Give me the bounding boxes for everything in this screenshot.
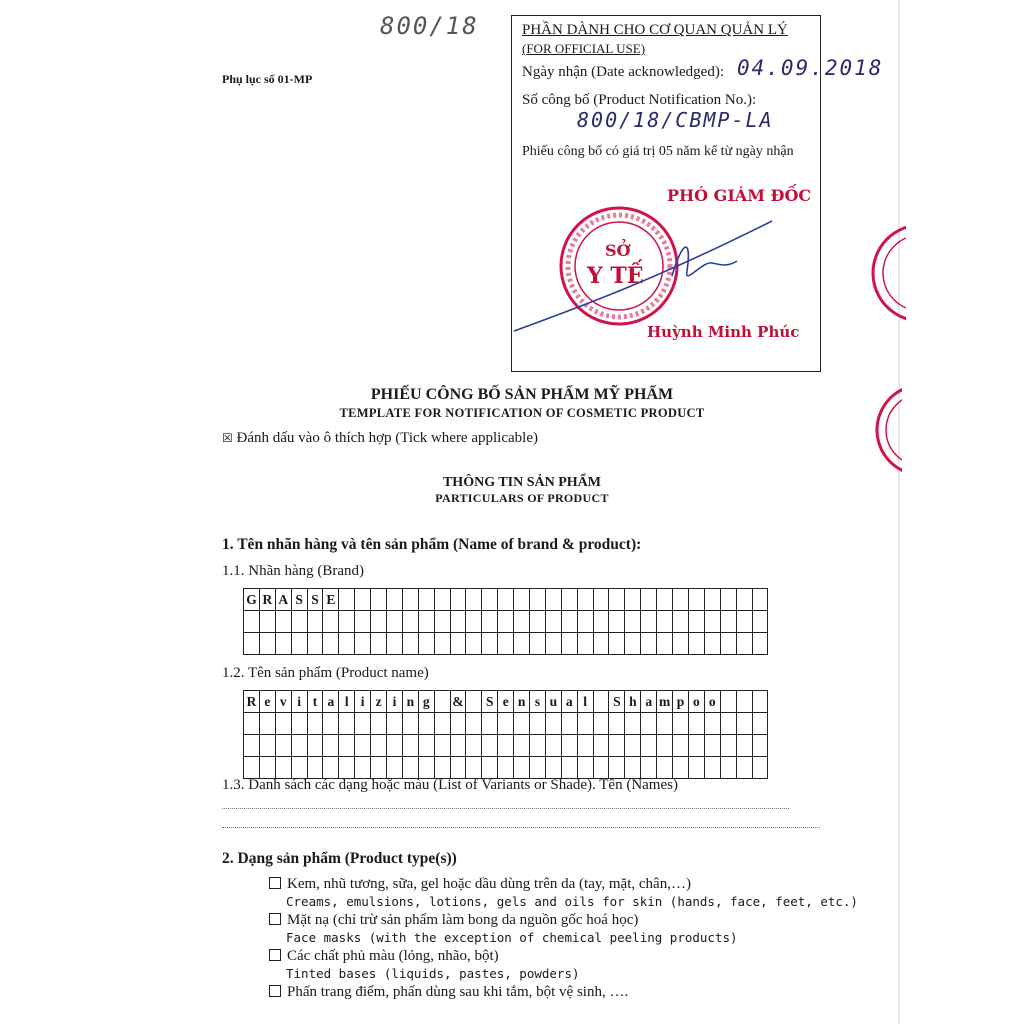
- grid-cell: [323, 757, 339, 779]
- option-label-en: Face masks (with the exception of chemical peeling products): [286, 930, 738, 945]
- grid-cell: [752, 633, 768, 655]
- grid-cell: [514, 589, 530, 611]
- grid-cell: [609, 633, 625, 655]
- grid-cell: [545, 757, 561, 779]
- brand-label: 1.1. Nhãn hàng (Brand): [222, 563, 365, 579]
- grid-cell: [625, 713, 641, 735]
- grid-cell: [704, 611, 720, 633]
- option-label-en: Creams, emulsions, lotions, gels and oils for skin (hands, face, feet, etc.): [286, 894, 858, 909]
- grid-cell: [641, 611, 657, 633]
- edge-stamp-bottom: [872, 380, 902, 480]
- grid-cell: [450, 589, 466, 611]
- grid-cell: [466, 735, 482, 757]
- grid-cell: [514, 611, 530, 633]
- grid-cell: [402, 713, 418, 735]
- grid-cell: [275, 611, 291, 633]
- grid-cell: [625, 611, 641, 633]
- grid-cell: [482, 757, 498, 779]
- grid-cell: [593, 633, 609, 655]
- grid-cell: [641, 757, 657, 779]
- product-name-label: 1.2. Tên sản phẩm (Product name): [222, 665, 429, 681]
- grid-cell: [625, 589, 641, 611]
- grid-cell: [545, 713, 561, 735]
- grid-cell: [593, 691, 609, 713]
- grid-cell: [482, 611, 498, 633]
- grid-cell: e: [498, 691, 514, 713]
- grid-cell: [593, 757, 609, 779]
- grid-cell: [593, 589, 609, 611]
- grid-cell: [720, 589, 736, 611]
- grid-cell: S: [609, 691, 625, 713]
- grid-cell: [704, 713, 720, 735]
- grid-cell: [704, 633, 720, 655]
- grid-cell: [339, 611, 355, 633]
- grid-cell: [673, 735, 689, 757]
- grid-cell: [371, 713, 387, 735]
- grid-cell: [657, 589, 673, 611]
- official-title-vi: PHẦN DÀNH CHO CƠ QUAN QUẢN LÝ: [522, 22, 788, 38]
- grid-cell: [530, 735, 546, 757]
- grid-cell: [736, 589, 752, 611]
- grid-cell: [736, 757, 752, 779]
- grid-cell: [545, 633, 561, 655]
- grid-cell: l: [339, 691, 355, 713]
- grid-cell: [498, 735, 514, 757]
- grid-cell: [323, 633, 339, 655]
- option-label-vi: Mặt nạ (chỉ trừ sản phẩm làm bong da nguồn gốc hoá học): [287, 912, 639, 928]
- grid-cell: l: [577, 691, 593, 713]
- grid-cell: [450, 735, 466, 757]
- grid-cell: [530, 633, 546, 655]
- grid-cell: [545, 589, 561, 611]
- grid-cell: [609, 589, 625, 611]
- grid-cell: [244, 757, 260, 779]
- grid-cell: [259, 757, 275, 779]
- grid-cell: [323, 611, 339, 633]
- grid-cell: [402, 589, 418, 611]
- grid-cell: [609, 757, 625, 779]
- grid-cell: [275, 735, 291, 757]
- grid-cell: g: [418, 691, 434, 713]
- grid-cell: [704, 589, 720, 611]
- grid-cell: [609, 735, 625, 757]
- grid-cell: [387, 713, 403, 735]
- grid-cell: [752, 713, 768, 735]
- grid-cell: [498, 757, 514, 779]
- grid-cell: [339, 735, 355, 757]
- grid-cell: i: [291, 691, 307, 713]
- product-type-options: [269, 876, 858, 1002]
- date-acknowledged-label: Ngày nhận (Date acknowledged):: [522, 64, 725, 80]
- checkbox-icon[interactable]: [269, 913, 281, 925]
- grid-cell: [514, 735, 530, 757]
- variants-line-2: [222, 827, 820, 828]
- grid-cell: [291, 633, 307, 655]
- grid-cell: [530, 611, 546, 633]
- grid-cell: [482, 713, 498, 735]
- grid-cell: [657, 713, 673, 735]
- grid-cell: [641, 735, 657, 757]
- grid-cell: [736, 713, 752, 735]
- grid-cell: [387, 735, 403, 757]
- grid-cell: [339, 633, 355, 655]
- notification-no-value: 800/18/CBMP-LA: [577, 108, 774, 132]
- checkbox-icon[interactable]: [269, 949, 281, 961]
- variants-label: 1.3. Danh sách các dạng hoặc màu (List of Variants or Shade). Tên (Names): [222, 777, 678, 793]
- grid-cell: [625, 735, 641, 757]
- validity-note: Phiếu công bố có giá trị 05 năm kể từ ngày nhận: [522, 144, 794, 159]
- grid-cell: [387, 611, 403, 633]
- grid-cell: n: [514, 691, 530, 713]
- grid-cell: [259, 713, 275, 735]
- grid-cell: [323, 735, 339, 757]
- grid-cell: &: [450, 691, 466, 713]
- grid-cell: a: [561, 691, 577, 713]
- grid-cell: [418, 757, 434, 779]
- grid-cell: [371, 735, 387, 757]
- grid-cell: [291, 757, 307, 779]
- grid-cell: [355, 757, 371, 779]
- grid-cell: [673, 589, 689, 611]
- grid-cell: [339, 713, 355, 735]
- grid-cell: [657, 757, 673, 779]
- grid-cell: t: [307, 691, 323, 713]
- grid-cell: v: [275, 691, 291, 713]
- grid-cell: [498, 611, 514, 633]
- grid-cell: [259, 735, 275, 757]
- grid-cell: [530, 757, 546, 779]
- grid-cell: [466, 611, 482, 633]
- product-type-option-3[interactable]: [269, 948, 858, 966]
- grid-cell: [418, 611, 434, 633]
- grid-cell: [688, 735, 704, 757]
- grid-cell: [482, 735, 498, 757]
- appendix-label: Phụ lục số 01-MP: [222, 72, 313, 86]
- grid-cell: [291, 611, 307, 633]
- grid-cell: [752, 757, 768, 779]
- section-title-en: PARTICULARS OF PRODUCT: [435, 491, 609, 505]
- grid-cell: [418, 713, 434, 735]
- grid-cell: S: [307, 589, 323, 611]
- grid-cell: S: [482, 691, 498, 713]
- grid-cell: [736, 735, 752, 757]
- grid-cell: [450, 611, 466, 633]
- grid-cell: i: [387, 691, 403, 713]
- grid-cell: [307, 611, 323, 633]
- product-name-char-grid: [243, 690, 768, 779]
- grid-cell: [530, 713, 546, 735]
- handwritten-reference: 800/18: [380, 12, 479, 40]
- option-label-vi: Các chất phủ màu (lỏng, nhão, bột): [287, 948, 499, 964]
- section-1-heading: 1. Tên nhãn hàng và tên sản phẩm (Name of brand & product):: [222, 536, 642, 553]
- product-type-option-4[interactable]: [269, 984, 858, 1002]
- grid-cell: [355, 611, 371, 633]
- grid-cell: [673, 757, 689, 779]
- grid-cell: [704, 757, 720, 779]
- grid-cell: [244, 713, 260, 735]
- grid-cell: [434, 611, 450, 633]
- grid-cell: [387, 757, 403, 779]
- grid-cell: [466, 757, 482, 779]
- grid-cell: [434, 735, 450, 757]
- grid-cell: [402, 633, 418, 655]
- grid-cell: S: [291, 589, 307, 611]
- grid-cell: [657, 735, 673, 757]
- product-type-option-2[interactable]: [269, 912, 858, 930]
- grid-cell: e: [259, 691, 275, 713]
- edge-stamp-top: [866, 218, 906, 328]
- grid-cell: [371, 757, 387, 779]
- grid-cell: [561, 713, 577, 735]
- grid-cell: [641, 713, 657, 735]
- grid-cell: [514, 757, 530, 779]
- official-use-box: [511, 15, 884, 372]
- grid-cell: [259, 611, 275, 633]
- grid-cell: [752, 691, 768, 713]
- grid-cell: [402, 757, 418, 779]
- grid-cell: [514, 633, 530, 655]
- grid-cell: [371, 589, 387, 611]
- grid-cell: [498, 713, 514, 735]
- grid-cell: [593, 611, 609, 633]
- grid-cell: [244, 633, 260, 655]
- grid-cell: [355, 735, 371, 757]
- grid-cell: [688, 589, 704, 611]
- grid-cell: [387, 633, 403, 655]
- grid-cell: [720, 633, 736, 655]
- grid-cell: [307, 633, 323, 655]
- grid-cell: [688, 611, 704, 633]
- grid-cell: [530, 589, 546, 611]
- grid-cell: n: [402, 691, 418, 713]
- signer-title: PHÓ GIÁM ĐỐC: [667, 186, 812, 205]
- signature: [512, 211, 812, 336]
- grid-cell: [641, 589, 657, 611]
- stamp-text-so: SỞ: [605, 241, 631, 260]
- grid-cell: [275, 633, 291, 655]
- notification-no-label: Số công bố (Product Notification No.):: [522, 92, 757, 108]
- option-label-vi: Kem, nhũ tương, sữa, gel hoặc dầu dùng trên da (tay, mặt, chân,…): [287, 876, 691, 892]
- grid-cell: [434, 589, 450, 611]
- grid-cell: [720, 735, 736, 757]
- checkbox-icon[interactable]: [269, 877, 281, 889]
- grid-cell: [720, 713, 736, 735]
- product-type-option-1[interactable]: [269, 876, 858, 894]
- grid-cell: [641, 633, 657, 655]
- grid-cell: [450, 713, 466, 735]
- grid-cell: [371, 633, 387, 655]
- grid-cell: [673, 633, 689, 655]
- grid-cell: [450, 757, 466, 779]
- grid-cell: [736, 633, 752, 655]
- grid-cell: [323, 713, 339, 735]
- grid-cell: [418, 633, 434, 655]
- grid-cell: [625, 633, 641, 655]
- grid-cell: [418, 735, 434, 757]
- grid-cell: p: [673, 691, 689, 713]
- grid-cell: [402, 611, 418, 633]
- grid-cell: A: [275, 589, 291, 611]
- option-label-vi: Phấn trang điểm, phấn dùng sau khi tắm, bột vệ sinh, ….: [287, 984, 629, 1000]
- grid-cell: u: [545, 691, 561, 713]
- grid-cell: [609, 611, 625, 633]
- grid-cell: E: [323, 589, 339, 611]
- page-edge-shadow: [898, 0, 900, 1024]
- grid-cell: [355, 713, 371, 735]
- form-title-en: TEMPLATE FOR NOTIFICATION OF COSMETIC PRODUCT: [339, 406, 705, 420]
- signer-name: Huỳnh Minh Phúc: [647, 323, 800, 341]
- grid-cell: [593, 735, 609, 757]
- grid-cell: [545, 735, 561, 757]
- stamp-text-yte: Y TẾ: [587, 263, 644, 289]
- grid-cell: [688, 757, 704, 779]
- grid-cell: [577, 757, 593, 779]
- grid-cell: [720, 757, 736, 779]
- grid-cell: [339, 757, 355, 779]
- grid-cell: [720, 611, 736, 633]
- grid-cell: [561, 735, 577, 757]
- grid-cell: [355, 633, 371, 655]
- grid-cell: [482, 633, 498, 655]
- grid-cell: [561, 589, 577, 611]
- grid-cell: [450, 633, 466, 655]
- grid-cell: i: [355, 691, 371, 713]
- grid-cell: [688, 713, 704, 735]
- grid-cell: [355, 589, 371, 611]
- grid-cell: [259, 633, 275, 655]
- form-title-vi: PHIẾU CÔNG BỐ SẢN PHẨM MỸ PHẨM: [370, 386, 674, 403]
- grid-cell: [673, 713, 689, 735]
- tick-note-text: Đánh dấu vào ô thích hợp (Tick where applicable): [236, 430, 538, 446]
- grid-cell: [609, 713, 625, 735]
- grid-cell: [720, 691, 736, 713]
- grid-cell: [466, 633, 482, 655]
- grid-cell: [244, 611, 260, 633]
- grid-cell: [752, 589, 768, 611]
- grid-cell: [291, 735, 307, 757]
- date-acknowledged-value: 04.09.2018: [737, 56, 884, 80]
- grid-cell: [561, 611, 577, 633]
- grid-cell: [561, 757, 577, 779]
- grid-cell: o: [704, 691, 720, 713]
- grid-cell: [498, 589, 514, 611]
- grid-cell: R: [244, 691, 260, 713]
- grid-cell: [577, 735, 593, 757]
- grid-cell: G: [244, 589, 260, 611]
- grid-cell: s: [530, 691, 546, 713]
- grid-cell: [736, 691, 752, 713]
- grid-cell: R: [259, 589, 275, 611]
- option-label-en: Tinted bases (liquids, pastes, powders): [286, 966, 580, 981]
- grid-cell: [434, 757, 450, 779]
- grid-cell: [673, 611, 689, 633]
- grid-cell: [577, 633, 593, 655]
- grid-cell: [434, 633, 450, 655]
- grid-cell: a: [641, 691, 657, 713]
- grid-cell: z: [371, 691, 387, 713]
- grid-cell: [307, 713, 323, 735]
- grid-cell: [577, 611, 593, 633]
- grid-cell: [752, 735, 768, 757]
- tick-note: [222, 430, 538, 447]
- grid-cell: [545, 611, 561, 633]
- grid-cell: [291, 713, 307, 735]
- brand-char-grid: [243, 588, 768, 655]
- grid-cell: [307, 757, 323, 779]
- grid-cell: [307, 735, 323, 757]
- grid-cell: [387, 589, 403, 611]
- section-2-heading: 2. Dạng sản phẩm (Product type(s)): [222, 850, 457, 867]
- grid-cell: [657, 611, 673, 633]
- grid-cell: [466, 691, 482, 713]
- grid-cell: [275, 713, 291, 735]
- checkbox-icon[interactable]: [269, 985, 281, 997]
- grid-cell: [371, 611, 387, 633]
- grid-cell: [561, 633, 577, 655]
- section-title-vi: THÔNG TIN SẢN PHẨM: [442, 475, 602, 490]
- grid-cell: [514, 713, 530, 735]
- grid-cell: [657, 633, 673, 655]
- grid-cell: o: [688, 691, 704, 713]
- grid-cell: [434, 691, 450, 713]
- grid-cell: h: [625, 691, 641, 713]
- grid-cell: [244, 735, 260, 757]
- ticked-box-icon: ☒: [222, 431, 233, 445]
- official-title-en: (FOR OFFICIAL USE): [522, 41, 646, 56]
- grid-cell: [466, 713, 482, 735]
- grid-cell: [466, 589, 482, 611]
- grid-cell: [688, 633, 704, 655]
- grid-cell: [498, 633, 514, 655]
- grid-cell: [418, 589, 434, 611]
- grid-cell: [577, 589, 593, 611]
- grid-cell: [593, 713, 609, 735]
- grid-cell: m: [657, 691, 673, 713]
- variants-line-1: [222, 808, 789, 809]
- grid-cell: [752, 611, 768, 633]
- grid-cell: a: [323, 691, 339, 713]
- grid-cell: [704, 735, 720, 757]
- grid-cell: [434, 713, 450, 735]
- grid-cell: [275, 757, 291, 779]
- grid-cell: [577, 713, 593, 735]
- grid-cell: [339, 589, 355, 611]
- grid-cell: [625, 757, 641, 779]
- grid-cell: [736, 611, 752, 633]
- grid-cell: [402, 735, 418, 757]
- grid-cell: [482, 589, 498, 611]
